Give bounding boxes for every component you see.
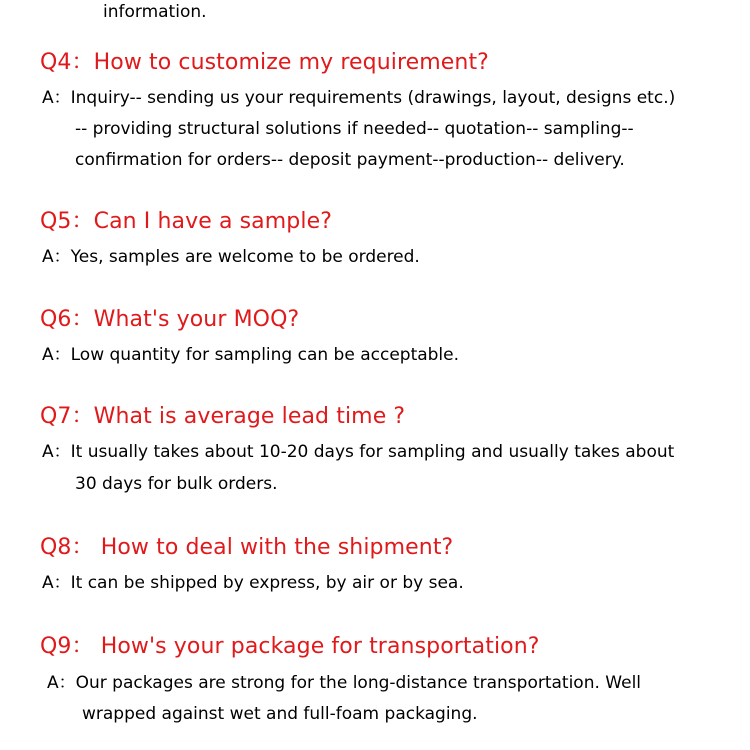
- faq-question-q8: Q8： How to deal with the shipment?: [40, 535, 454, 560]
- faq-answer-q5-line-1: A：Yes, samples are welcome to be ordered.: [42, 247, 420, 267]
- faq-answer-q9-line-1: A：Our packages are strong for the long-distance transportation. Well: [47, 673, 642, 693]
- faq-question-q4: Q4：How to customize my requirement?: [40, 50, 489, 75]
- faq-question-q6: Q6：What's your MOQ?: [40, 307, 300, 332]
- faq-answer-q8-line-1: A：It can be shipped by express, by air or by sea.: [42, 573, 464, 593]
- faq-answer-q7-line-2: 30 days for bulk orders.: [75, 474, 278, 494]
- faq-answer-q9-line-2: wrapped against wet and full-foam packaging.: [82, 704, 478, 724]
- faq-answer-q6-line-1: A：Low quantity for sampling can be acceptable.: [42, 345, 460, 365]
- faq-question-q7: Q7：What is average lead time ?: [40, 404, 406, 429]
- faq-answer-q4-line-3: confirmation for orders-- deposit payment--production-- delivery.: [75, 150, 625, 170]
- faq-answer-q4-line-2: -- providing structural solutions if needed-- quotation-- sampling--: [75, 119, 634, 139]
- faq-question-q5: Q5：Can I have a sample?: [40, 209, 332, 234]
- faq-answer-q7-line-1: A：It usually takes about 10-20 days for sampling and usually takes about: [42, 442, 675, 462]
- previous-answer-fragment: information.: [103, 2, 207, 22]
- faq-question-q9: Q9： How's your package for transportation?: [40, 634, 540, 659]
- faq-answer-q4-line-1: A：Inquiry-- sending us your requirements (drawings, layout, designs etc.): [42, 88, 676, 108]
